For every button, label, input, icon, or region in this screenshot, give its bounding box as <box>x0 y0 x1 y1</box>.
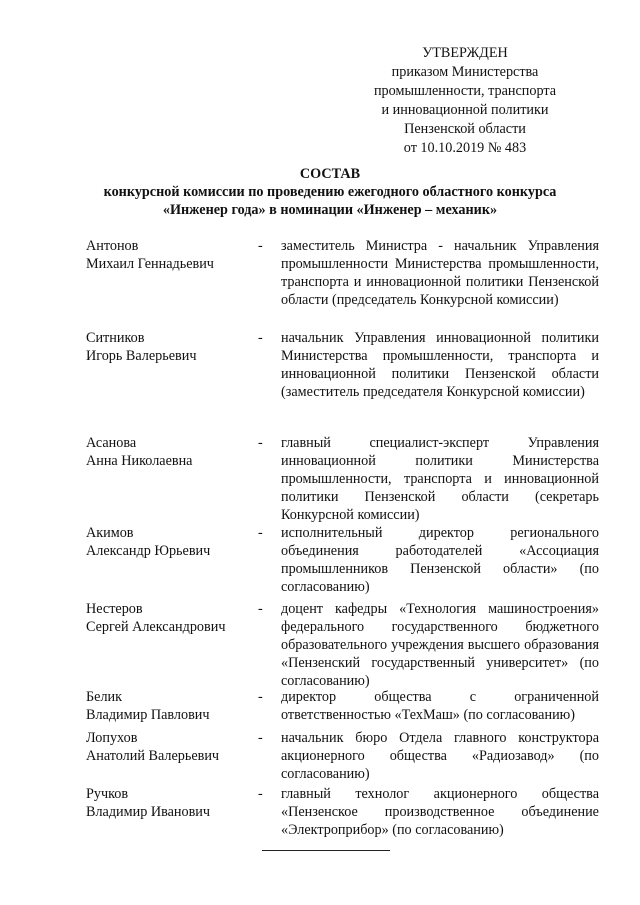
member-role: начальник Управления инновационной политики Министерства промышленности, транспорта и инновационной политики Пензенской области (заместитель председателя Конкурсной комиссии) <box>281 330 599 400</box>
member-name <box>86 729 256 765</box>
member-name <box>86 785 256 821</box>
member-dash: - <box>258 330 263 346</box>
document-title: СОСТАВ <box>299 166 361 182</box>
bottom-divider <box>262 850 390 851</box>
approval-line: УТВЕРЖДЕН <box>422 45 508 61</box>
member-given-names: Владимир Иванович <box>86 804 211 820</box>
approval-line: и инновационной политики <box>381 102 549 118</box>
member-role: доцент кафедры «Технология машиностроения» федерального государственного бюджетного образовательного учреждения высшего образования «Пензенский государственный университет» (по согласованию) <box>281 601 599 689</box>
approval-line: от 10.10.2019 № 483 <box>403 140 527 156</box>
member-name <box>86 237 256 273</box>
member-role: исполнительный директор регионального объединения работодателей «Ассоциация промышленников Пензенской области» (по согласованию) <box>281 525 599 595</box>
approval-line: приказом Министерства <box>391 64 539 80</box>
member-name <box>86 434 256 470</box>
member-given-names: Игорь Валерьевич <box>86 348 197 364</box>
document-subtitle-line: конкурсной комиссии по проведению ежегодного областного конкурса <box>103 184 557 200</box>
member-given-names: Анна Николаевна <box>86 453 193 469</box>
member-dash: - <box>258 730 263 746</box>
document-subtitle-line: «Инженер года» в номинации «Инженер – механик» <box>162 202 498 218</box>
document-heading <box>40 165 620 219</box>
member-surname: Лопухов <box>86 730 138 746</box>
approval-line: промышленности, транспорта <box>373 83 557 99</box>
member-name <box>86 600 256 636</box>
member-role: начальник бюро Отдела главного конструктора акционерного общества «Радиозавод» (по согласованию) <box>281 730 599 782</box>
member-surname: Нестеров <box>86 601 143 617</box>
member-given-names: Александр Юрьевич <box>86 543 211 559</box>
member-surname: Белик <box>86 689 123 705</box>
member-surname: Ситников <box>86 330 145 346</box>
member-role: главный специалист-эксперт Управления инновационной политики Министерства промышленности, транспорта и инновационной политики Пензенской области (секретарь Конкурсной комиссии) <box>281 435 599 523</box>
member-name <box>86 688 256 724</box>
member-dash: - <box>258 238 263 254</box>
member-dash: - <box>258 525 263 541</box>
member-given-names: Анатолий Валерьевич <box>86 748 220 764</box>
member-dash: - <box>258 786 263 802</box>
approval-stamp <box>360 44 570 158</box>
member-role: заместитель Министра - начальник Управления промышленности Министерства промышленности, транспорта и инновационной политики Пензенской области (председатель Конкурсной комиссии) <box>281 238 599 308</box>
member-dash: - <box>258 689 263 705</box>
member-surname: Асанова <box>86 435 137 451</box>
member-role: главный технолог акционерного общества «Пензенское производственное объединение «Электроприбор» (по согласованию) <box>281 786 599 838</box>
member-surname: Акимов <box>86 525 134 541</box>
member-surname: Антонов <box>86 238 139 254</box>
member-name <box>86 524 256 560</box>
member-name <box>86 329 256 365</box>
member-given-names: Сергей Александрович <box>86 619 226 635</box>
member-dash: - <box>258 601 263 617</box>
member-given-names: Владимир Павлович <box>86 707 210 723</box>
member-given-names: Михаил Геннадьевич <box>86 256 214 272</box>
approval-line: Пензенской области <box>404 121 526 137</box>
member-surname: Ручков <box>86 786 129 802</box>
member-role: директор общества с ограниченной ответственностью «ТехМаш» (по согласованию) <box>281 689 599 723</box>
member-dash: - <box>258 435 263 451</box>
